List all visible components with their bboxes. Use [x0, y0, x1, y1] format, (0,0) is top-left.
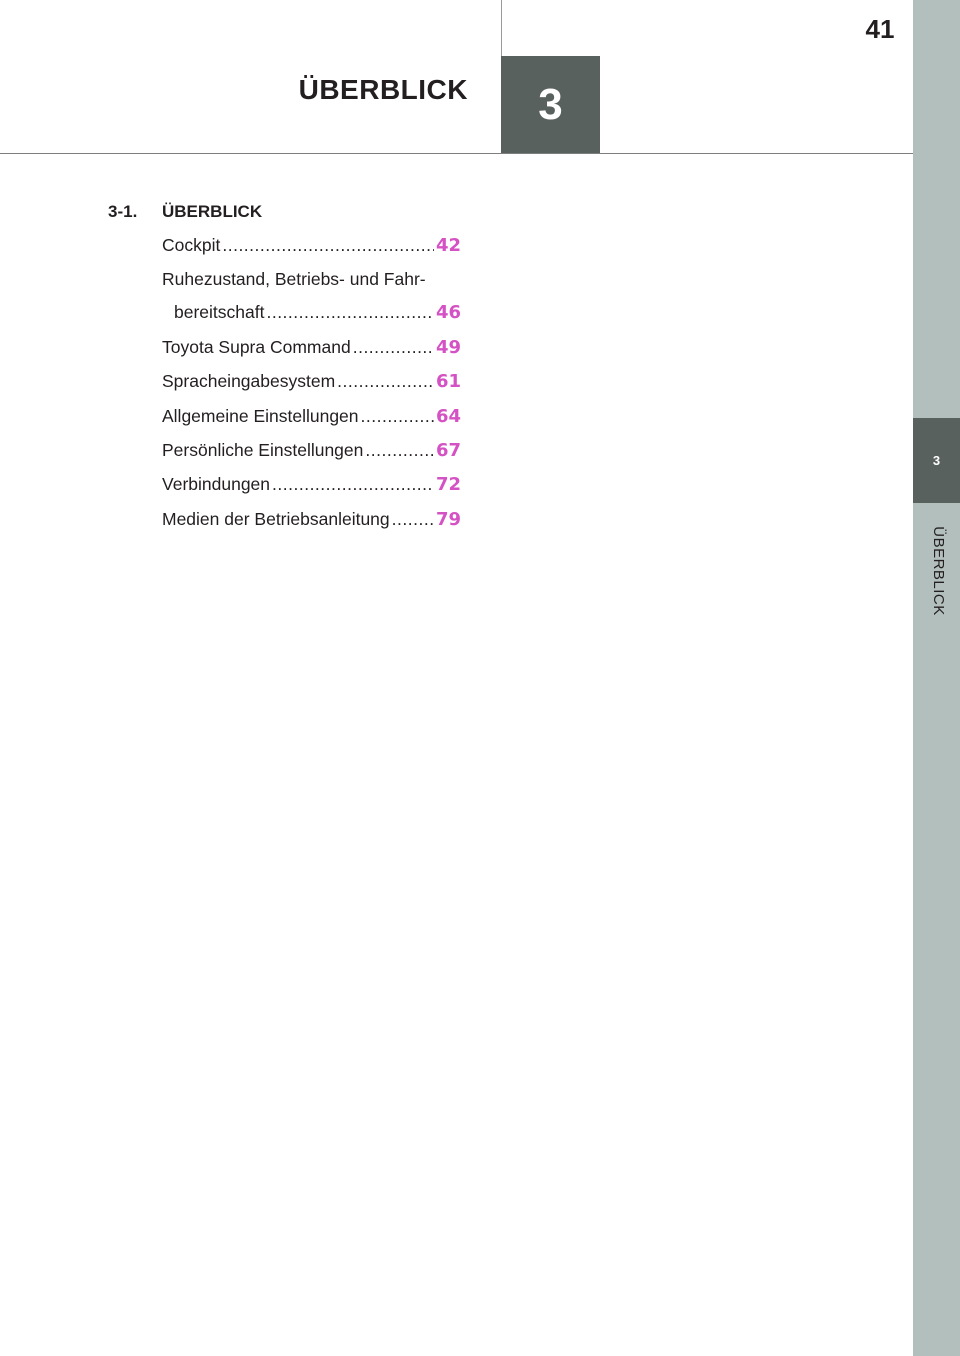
toc-entry-label-line2: bereitschaft [174, 302, 265, 323]
side-strip [913, 0, 960, 1356]
toc-leader-dots [361, 405, 434, 427]
toc-entry-verbindungen[interactable] [162, 473, 462, 496]
table-of-contents [108, 202, 468, 542]
toc-leader-dots [222, 234, 434, 256]
toc-entry-page[interactable]: 72 [436, 474, 462, 496]
toc-entry-page[interactable]: 67 [436, 439, 462, 461]
toc-leader-dots [392, 508, 434, 530]
toc-entry-ruhezustand[interactable] [162, 268, 462, 324]
toc-section-number: 3-1. [108, 202, 138, 221]
toc-entry-cockpit[interactable] [162, 234, 462, 257]
toc-entry-page[interactable]: 61 [436, 371, 462, 393]
toc-entry-allgemeine-einstellungen[interactable] [162, 405, 462, 428]
toc-entry-supra-command[interactable] [162, 336, 462, 359]
toc-entry-label: Allgemeine Einstellungen [162, 405, 359, 426]
toc-entry-label: Medien der Betriebsanleitung [162, 508, 390, 529]
chapter-number-box [501, 56, 600, 154]
toc-entry-persoenliche-einstellungen[interactable] [162, 439, 462, 462]
toc-entry-label-line1: Ruhezustand, Betriebs- und Fahr- [162, 269, 426, 290]
toc-entry-spracheingabe[interactable] [162, 370, 462, 393]
toc-leader-dots [353, 336, 434, 358]
toc-section-heading [108, 202, 468, 222]
chapter-number: 3 [538, 80, 563, 129]
toc-leader-dots [266, 301, 434, 323]
side-chapter-label: ÜBERBLICK [930, 526, 947, 616]
toc-entry-label: Cockpit [162, 235, 221, 255]
side-chapter-tab[interactable] [913, 418, 960, 503]
toc-entry-page[interactable]: 49 [436, 336, 462, 358]
toc-entry-page[interactable]: 79 [436, 508, 462, 530]
toc-entry-label: Persönliche Einstellungen [162, 439, 364, 460]
toc-entry-label: Spracheingabesystem [162, 371, 336, 392]
toc-entry-page[interactable]: 42 [436, 235, 462, 256]
toc-leader-dots [337, 370, 434, 392]
toc-entry-page[interactable]: 64 [436, 405, 462, 427]
toc-section-title: ÜBERBLICK [162, 202, 263, 221]
toc-entry-page[interactable]: 46 [436, 302, 462, 324]
chapter-title: ÜBERBLICK [298, 74, 468, 105]
toc-entry-label: Toyota Supra Command [162, 336, 351, 357]
toc-leader-dots [365, 439, 434, 461]
header-divider [501, 0, 502, 56]
page-number: 41 [865, 14, 895, 44]
toc-entry-medien-betriebsanleitung[interactable] [162, 508, 462, 531]
header-rule [0, 153, 913, 154]
side-tab-number: 3 [932, 453, 941, 468]
toc-leader-dots [272, 473, 434, 495]
toc-entry-label: Verbindungen [162, 474, 271, 495]
